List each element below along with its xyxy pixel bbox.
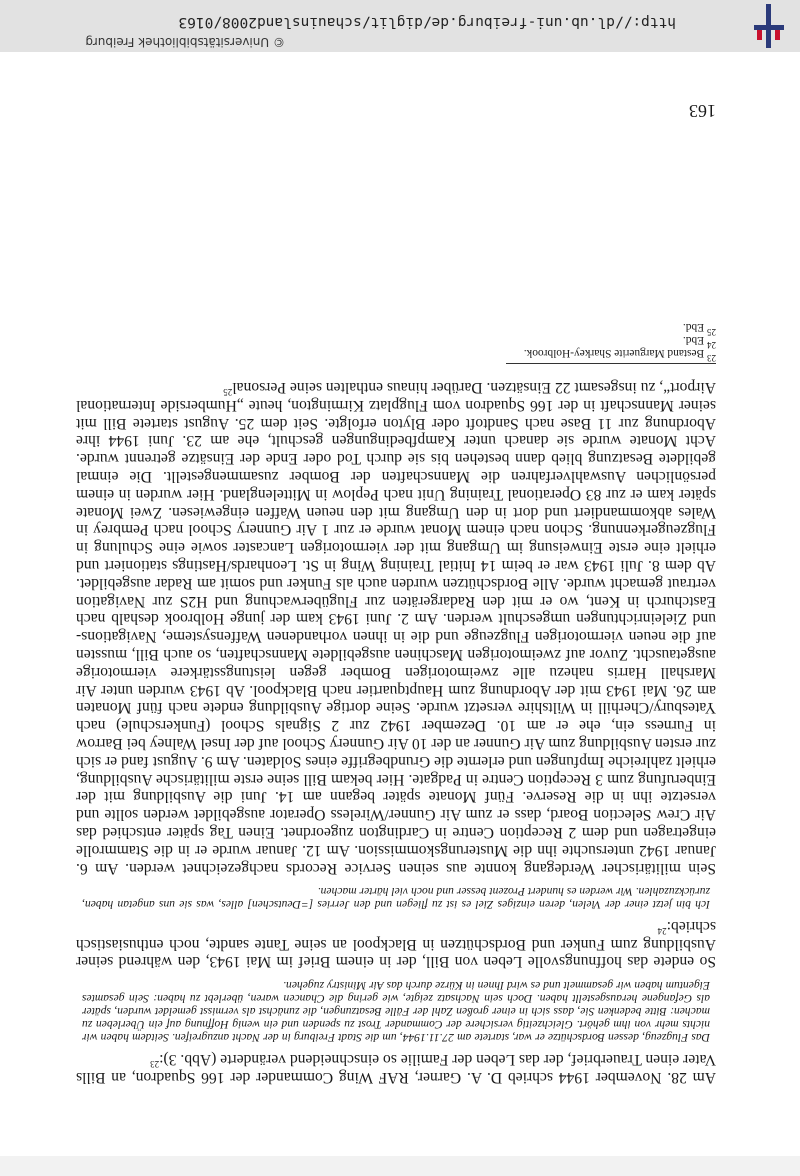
footnote-25: $^{25}$ Ebd. [682,321,716,338]
footnote-ref-24[interactable]: 24 [657,925,667,936]
paragraph-1: Am 28. November 1944 schrieb D. A. Garner, RAF Wing Commander der 166 Squadron, an Bills Vater einen Trauerbrief, der das Leben der Familie so einschneidend veränderte (Abb. 3):$^{23}$ [76,1051,716,1086]
paragraph-3: Sein militärischer Werdegang konnte aus seinen Service Records nachgezeichnet werden. Am 6. Januar 1942 untersuchte ihn die Musterungskommission. Am 12. Januar wurde er in die Stammrolle eingetragen und dem 2 Reception Centre in Cardington zugeordnet. Einen Tag später entschied das Air Crew Selection Board, dass er zum Air Gunner/Wireless Operator ausgebildet werden sollte und versetzte ihn in die Reserve. Fünf Monate später begann am 14. Juni die Ausbildung mit der Einberufung zum 3 Reception Centre in Padgate. Hier bekam Bill seine erste militärische Ausbildung, erhielt zahlreiche Impfungen und erlernte die Grundbegriffe eines Soldaten. Am 9. August fand er sich zur ersten Ausbildung zum Air Gunner an der 10 Air Gunnery School auf der Insel Walney bei Barrow in Furness ein, ehe er am 10. Dezember 1942 zur 2 Signals School (Funkerschule) nach Yatesbury/Cherhill in Wiltshire versetzt wurde. Seine dortige Ausbildung endete nach fünf Monaten am 26. Mai 1943 mit der Abordnung zum Hauptquartier nach Blackpool. Ab 1943 wurden unter Air Marshall Harris nahezu alle zweimotorigen Bomber gegen leistungsstärkere viermotorige ausgetauscht. Zuvor auf zweimotorigen Maschinen ausgebildete Mannschaften, so auch Bill, mussten auf die neuen viermotorigen Flugzeuge und die in ihnen vorhandenen Waffensysteme, Navigations- und Zieleinrichtungen umgeschult werden. Am 2. Juni 1943 kam der junge Holbrook deshalb nach Eastchurch in Kent, wo er mit den Radargeräten zur Flugüberwachung und H2S zur Navigation vertraut gemacht wurde. Alle Bordschützen wurden auch als Funker und somit am Radar ausgebildet. Ab dem 8. Juli 1943 war er beim 14 Initial Training Wing in St. Leonhards/Hastings stationiert und erhielt eine erste Einweisung im Umgang mit der viermotorigen Lancaster sowie eine Schulung in Flugzeugerkennung. Schon nach einem Monat wurde er zur 1 Air Gunnery School nach Pembrey in Wales abkommandiert und dort in den Umgang mit den neuen Waffen eingewiesen. Zwei Monate später kam er zur 83 Operational Training Unit nach Peplow in Mittelengland. Hier wurden in einem persönlichen Auswahlverfahren die Mannschaften der Bomber zusammengestellt. Die einmal gebildete Besatzung blieb dann bestehen bis sie durch Tod oder Ende der Einsätze getrennt wurde. Acht Monate wurde sie danach unter Kampfbedingungen geschult, ehe am 23. Juni 1944 ihre Abordnung zur 11 Base nach Sandtoft oder Blyton erfolgte. Seit dem 25. August startete Bill mit seiner Mannschaft in der 166 Squadron vom Flugplatz Kirmington, heute „Humberside International Airport“, zu insgesamt 22 Einsätzen. Darüber hinaus enthalten seine Personal$^{25}$ [76,379,716,877]
top-margin-strip [0,1156,800,1176]
footnote-24: $^{24}$ Ebd. [682,334,716,351]
footnote-23: $^{23}$ Bestand Marguerite Sharkey-Holbrook. [523,347,716,364]
footnote-ref-23[interactable]: 23 [150,1059,160,1070]
page-content [76,320,716,1086]
quote-1: Das Flugzeug, dessen Bordschütze er war, startete am 27.11.1944, um die Stadt Freiburg in der Nacht anzugreifen. Seitdem haben wir nichts mehr von ihm gehört. Gleichzeitig versichere der Commander Trost zu spenden und ein wenig Hoffnung auf ein Überleben zu machen: Bitte bedenken Sie, dass sich in einer großen Zahl der Fälle Besatzungen, die zunächst als vermisst gemeldet wurden, später als Gefangene herausgestellt haben. Doch sein Nachsatz zeigte, wie gering die Chancen waren, überlebt zu haben: Sein gesamtes Eigentum haben wir gesammelt und es wird Ihnen in Kürze durch das Air Ministry zugehen. [82,978,710,1045]
page-number: 163 [689,101,716,121]
quote-2: Ich bin jetzt einer der Vielen, deren einziges Ziel es ist zu fliegen und den Jerries [=Deutschen] alles, was sie uns angetan haben, zurückzuzahlen. Wir werden es hundert Prozent besser und noch viel härter machen. [82,884,710,911]
viewer-info-bar [0,0,800,52]
paragraph-2: So endete das hoffnungsvolle Leben von Bill, der in einem Brief im Mai 1943, den während seiner Ausbildung zum Funker und Bordschützen in Blackpool an seine Tante sandte, noch enthusiastisch schrieb:$^{24}$ [76,917,716,971]
university-logo-icon [754,4,784,48]
permalink-url[interactable]: http://dl.ub.uni-freiburg.de/diglit/schauinsland2008/0163 [178,14,676,30]
footnote-ref-25[interactable]: 25 [223,387,233,398]
footnote-divider [506,363,716,364]
copyright-label: © Universitätsbibliothek Freiburg [85,35,285,49]
